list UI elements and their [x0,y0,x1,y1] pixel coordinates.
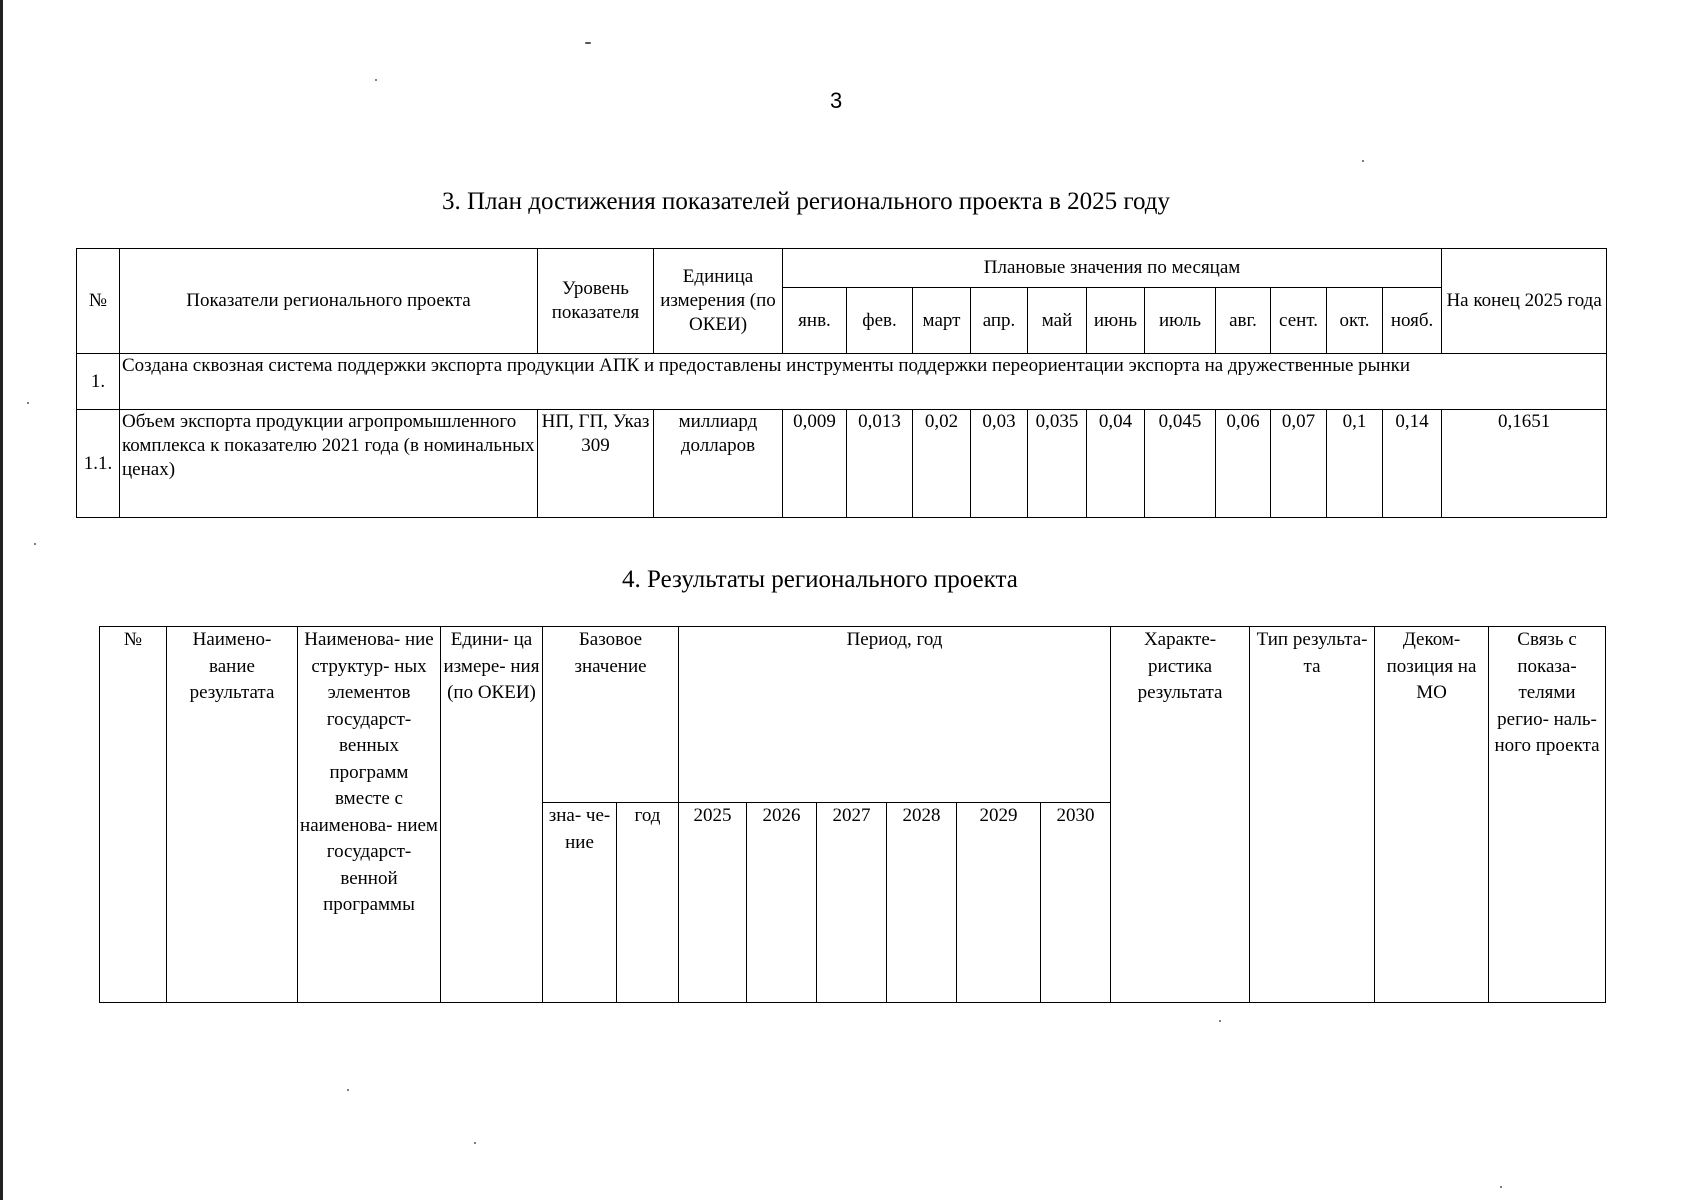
t4-year-2026: 2026 [747,803,817,1003]
t3-value-jul: 0,045 [1145,410,1216,518]
t3-value-may: 0,035 [1028,410,1087,518]
t3-header-num: № [77,249,120,354]
section-4-title: 4. Результаты регионального проекта [622,566,1018,593]
t3-value-oct: 0,1 [1327,410,1383,518]
scan-left-edge [0,0,3,1200]
t3-group-num: 1. [77,354,120,410]
scan-speck [585,42,591,44]
scan-speck [27,402,29,404]
t3-value-nov: 0,14 [1383,410,1442,518]
t3-header-row-1 [77,249,1607,288]
scan-speck [375,79,377,81]
t3-month-nov: нояб. [1383,288,1442,354]
scan-speck [474,1142,476,1144]
t3-month-jun: июнь [1087,288,1145,354]
t3-value-aug: 0,06 [1216,410,1271,518]
scan-speck [1219,1020,1221,1022]
t3-header-unit: Единица измерения (по ОКЕИ) [654,249,783,354]
indicators-plan-table [76,248,1607,518]
t4-header-structural-elements: Наименова- ние структур- ных элементов государст- венных программ вместе с наименова- нием государст- венной программы [298,627,441,1003]
section-3-title: 3. План достижения показателей регионального проекта в 2025 году [442,188,1171,215]
t3-header-end-of-year: На конец 2025 года [1442,249,1607,354]
t3-row-num: 1.1. [77,410,120,518]
t3-month-may: май [1028,288,1087,354]
t4-header-unit: Едини- ца измере- ния (по ОКЕИ) [441,627,543,1003]
t4-header-characteristic: Характе- ристика результата [1111,627,1250,1003]
t3-value-feb: 0,013 [847,410,913,518]
t4-header-result-type: Тип результа- та [1250,627,1375,1003]
t3-data-row [77,410,1607,518]
t3-group-row [77,354,1607,410]
t3-row-level: НП, ГП, Указ 309 [538,410,654,518]
t3-month-jul: июль [1145,288,1216,354]
t4-header-base-value: Базовое значение [543,627,679,803]
project-results-table [99,626,1606,1003]
t4-base-value-sub: зна- че- ние [543,803,617,1003]
t3-month-aug: авг. [1216,288,1271,354]
t3-month-sep: сент. [1271,288,1327,354]
t4-year-2028: 2028 [887,803,957,1003]
scan-speck [1362,160,1364,162]
page-number: 3 [830,88,843,113]
t4-year-2029: 2029 [957,803,1041,1003]
t4-header-link: Связь с показа- телями регио- наль- ного проекта [1489,627,1606,1003]
t3-value-end-of-year: 0,1651 [1442,410,1607,518]
t3-row-unit: миллиард долларов [654,410,783,518]
t4-header-result-name: Наимено- вание результата [167,627,298,1003]
t3-row-indicator: Объем экспорта продукции агропромышленного комплекса к показателю 2021 года (в номинальных ценах) [120,410,538,518]
scan-speck [347,1089,349,1091]
t4-year-2030: 2030 [1041,803,1111,1003]
t3-value-apr: 0,03 [971,410,1028,518]
t3-month-feb: фев. [847,288,913,354]
scan-speck [34,543,36,545]
t3-month-apr: апр. [971,288,1028,354]
t3-value-jan: 0,009 [783,410,847,518]
t3-value-mar: 0,02 [913,410,971,518]
scan-speck [1500,1186,1502,1188]
t3-header-monthly: Плановые значения по месяцам [783,249,1442,288]
t4-year-2027: 2027 [817,803,887,1003]
t3-value-jun: 0,04 [1087,410,1145,518]
t3-header-indicator: Показатели регионального проекта [120,249,538,354]
t4-base-year-sub: год [617,803,679,1003]
t4-header-period: Период, год [679,627,1111,803]
t4-header-row-1 [100,627,1606,803]
t3-month-jan: янв. [783,288,847,354]
t4-header-num: № [100,627,167,1003]
t4-header-decomposition: Деком- позиция на МО [1375,627,1489,1003]
t3-month-oct: окт. [1327,288,1383,354]
t4-year-2025: 2025 [679,803,747,1003]
t3-value-sep: 0,07 [1271,410,1327,518]
t3-month-mar: март [913,288,971,354]
t3-group-text: Создана сквозная система поддержки экспорта продукции АПК и предоставлены инструменты поддержки переориентации экспорта на дружественные рынки [120,354,1607,410]
t3-header-level: Уровень показателя [538,249,654,354]
